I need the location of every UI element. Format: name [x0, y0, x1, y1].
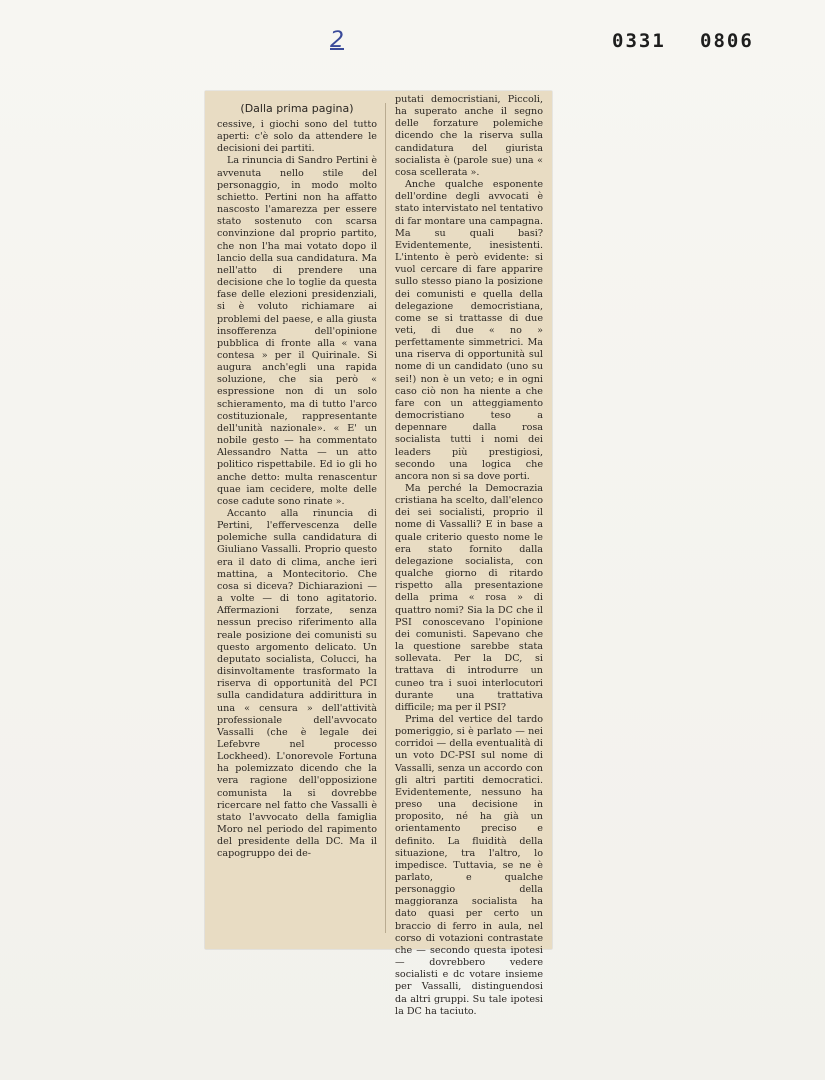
paragraph: cessive, i giochi sono del tutto aperti: c'è solo da attendere le decisioni dei partiti.: [217, 119, 377, 155]
paragraph: La rinuncia di Sandro Pertini è avvenuta nello stile del personaggio, in modo molto schietto. Pertini non ha affatto nascosto l'amarezza per essere stato sostenuto con scarsa convinzione dal proprio partito, che non l'ha mai votato dopo il lancio della sua candidatura. Ma nell'atto di prendere una decisione che lo toglie da questa fase delle elezioni presidenziali, si è voluto richiamare ai problemi del paese, e alla giusta insofferenza dell'opinione pubblica di fronte alla « vana contesa » per il Quirinale. Si augura anch'egli una rapida soluzione, che sia però « espressione non di un solo schieramento, ma di tutto l'arco costituzionale, rappresentante dell'unità nazionale». « E' un nobile gesto — ha commentato Alessandro Natta — un atto politico rispettabile. Ed io gli ho anche detto: multa renascentur quae iam cecidere, molte delle cose cadute sono rinate ».: [217, 155, 378, 507]
newspaper-clipping: [205, 91, 552, 1017]
paragraph: Ma perché la Democrazia cristiana ha scelto, dall'elenco dei sei socialisti, proprio il nome di Vassalli? E in base a quale criterio questo nome le era stato fornito dalla delegazione socialista, con qualche giorno di ritardo rispetto alla presentazione della prima « rosa » di quattro nomi? Sia la DC che il PSI conoscevano l'opinione dei comunisti. Sapevano che la questione sarebbe stata sollevata. Per la DC, si trattava di introdurre un cuneo tra i suoi interlocutori durante una trattativa difficile; ma per il PSI?: [395, 483, 543, 713]
archive-stamp-number-2: 0806: [700, 30, 754, 52]
article-left-column: [217, 101, 377, 861]
column-divider: [385, 103, 386, 933]
paragraph: putati democristiani, Piccoli, ha superato anche il segno delle forzature polemiche dicendo che la riserva sulla candidatura del giurista socialista è (parole sue) una « cosa scellerata ».: [395, 94, 543, 178]
paragraph: Accanto alla rinuncia di Pertini, l'effervescenza delle polemiche sulla candidatura di Giuliano Vassalli. Proprio questo era il dato di clima, anche ieri mattina, a Montecitorio. Che cosa si diceva? Dichiarazioni — a volte — di tono agitatorio. Affermazioni forzate, senza nessun preciso riferimento alla reale posizione dei comunisti su questo argomento delicato. Un deputato socialista, Colucci, ha disinvoltamente trasformato la riserva di opportunità del PCI sulla candidatura addirittura in una « censura » dell'attività professionale dell'avvocato Vassalli (che è legale dei Lefebvre nel processo Lockheed). L'onorevole Fortuna ha polemizzato dicendo che la vera ragione dell'opposizione comunista la si dovrebbe ricercare nel fatto che Vassalli è stato l'avvocato della famiglia Moro nel periodo del rapimento del presidente della DC. Ma il capogruppo dei de-: [217, 508, 377, 860]
archive-stamp-number: 0331: [612, 30, 666, 52]
continuation-heading: (Dalla prima pagina): [240, 102, 354, 115]
handwritten-page-number: 2: [330, 28, 344, 53]
paragraph: Prima del vertice del tardo pomeriggio, si è parlato — nei corridoi — della eventualità di un voto DC-PSI sul nome di Vassalli, senza un accordo con gli altri partiti democratici. Evidentemente, nessuno ha preso una decisione in proposito, né ha già un orientamento preciso e definito. La fluidità della situazione, tra l'altro, lo impedisce. Tuttavia, se ne è parlato, e qualche personaggio della maggioranza socialista ha dato quasi per certo un braccio di ferro in aula, nel corso di votazioni contrastate che — secondo questa ipotesi — dovrebbero vedere socialisti e dc votare insieme per Vassalli, distinguendosi da altri gruppi. Su tale ipotesi la DC ha taciuto.: [395, 713, 543, 1017]
paragraph: Anche qualche esponente dell'ordine degli avvocati è stato intervistato nel tentativo di far montare una campagna. Ma su quali basi? Evidentemente, inesistenti. L'intento è però evidente: si vuol cercare di fare apparire sullo stesso piano la posizione dei comunisti e quella della delegazione democristiana, come se si trattasse di due veti, di due « no » perfettamente simmetrici. Ma una riserva di opportunità sul nome di un candidato (uno su sei!) non è un veto; e in ogni caso ciò non ha niente a che fare con un atteggiamento democristiano teso a depennare dalla rosa socialista tutti i nomi dei leaders più prestigiosi, secondo una logica che ancora non si sa dove porti.: [395, 179, 543, 482]
article-right-column: [395, 94, 543, 1018]
